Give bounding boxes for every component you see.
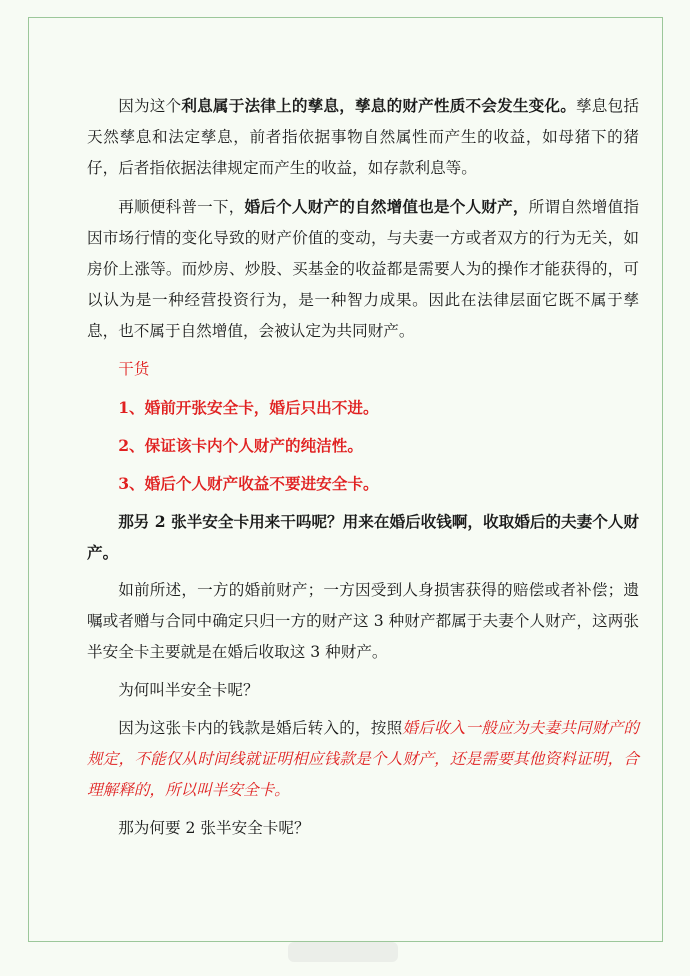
paragraph-appreciation: 再顺便科普一下，婚后个人财产的自然增值也是个人财产，所谓自然增值指因市场行情的变化导致的财产价值的变动，与夫妻一方或者双方的行为无关，如房价上涨等。而炒房、炒股、买基金的收益都是需要人为的操作才能获得的，可以认为是一种经营投资行为，是一种智力成果。因此在法律层面它既不属于孳息，也不属于自然增值，会被认定为共同财产。 [87,197,639,340]
italic-red-statement: 婚后收入一般应为夫妻共同财产的规定，不能仅从时间线就证明相应钱款是个人财产，还是需要其他资料证明，合理解释的，所以叫半安全卡。 [87,719,639,799]
dry-item-1: 1、婚前开张安全卡，婚后只出不进。 [118,398,379,417]
bold-statement: 婚后个人财产的自然增值也是个人财产， [244,197,529,216]
watermark-blur [288,942,398,962]
paragraph-half-reason: 因为这张卡内的钱款是婚后转入的，按照婚后收入一般应为夫妻共同财产的规定，不能仅从时间线就证明相应钱款是个人财产，还是需要其他资料证明，合理解释的，所以叫半安全卡。 [87,719,639,799]
paragraph-question-two: 那为何要 2 张半安全卡呢？ [118,819,310,837]
document-page [28,17,663,942]
document-body [87,90,639,851]
dry-item-2: 2、保证该卡内个人财产的纯洁性。 [118,436,363,455]
paragraph-fruits: 因为这个利息属于法律上的孳息，孳息的财产性质不会发生变化。孳息包括天然孳息和法定孳息，前者指依据事物自然属性而产生的收益，如母猪下的猪仔，后者指依据法律规定而产生的收益，如存款利息等。 [87,96,639,177]
paragraph-question-half: 为何叫半安全卡呢？ [118,681,259,699]
paragraph-three-assets: 如前所述，一方的婚前财产；一方因受到人身损害获得的赔偿或者补偿；遗嘱或者赠与合同中确定只归一方的财产这 3 种财产都属于夫妻个人财产，这两张半安全卡主要就是在婚后收取这 3 种财产。 [87,581,639,661]
paragraph-question-usage: 那另 2 张半安全卡用来干吗呢？用来在婚后收钱啊，收取婚后的夫妻个人财产。 [87,512,639,562]
dry-item-3: 3、婚后个人财产收益不要进安全卡。 [118,474,379,493]
dry-goods-heading: 干货 [118,360,150,378]
bold-statement: 利息属于法律上的孳息，孳息的财产性质不会发生变化。 [181,96,577,115]
